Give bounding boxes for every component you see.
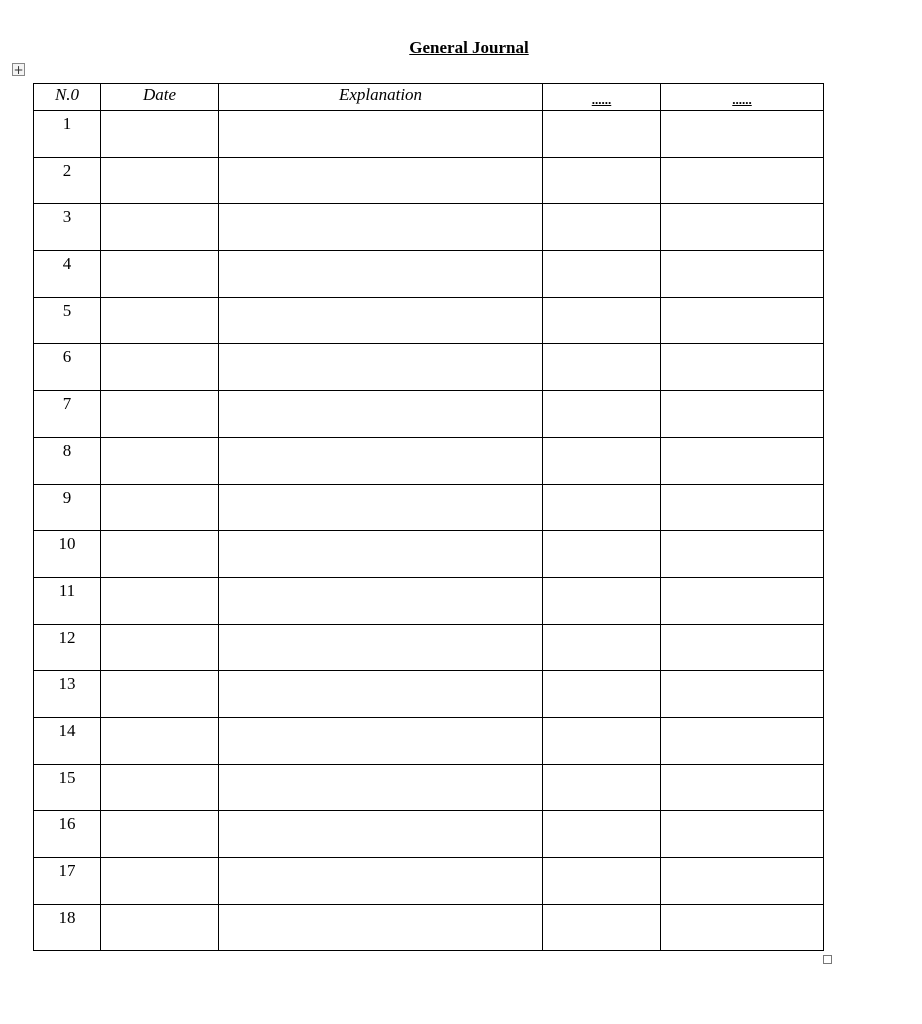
explanation-cell[interactable] (219, 251, 543, 298)
row-number: 12 (34, 624, 101, 671)
explanation-cell[interactable] (219, 577, 543, 624)
date-cell[interactable] (101, 531, 219, 578)
explanation-cell[interactable] (219, 437, 543, 484)
table-row (34, 671, 824, 718)
date-cell[interactable] (101, 391, 219, 438)
table-row (34, 764, 824, 811)
credit-cell[interactable] (661, 111, 824, 158)
debit-cell[interactable] (543, 297, 661, 344)
date-cell[interactable] (101, 671, 219, 718)
date-cell[interactable] (101, 717, 219, 764)
credit-cell[interactable] (661, 671, 824, 718)
table-row (34, 531, 824, 578)
credit-cell[interactable] (661, 297, 824, 344)
header-row (34, 84, 824, 111)
date-cell[interactable] (101, 111, 219, 158)
table-row (34, 297, 824, 344)
credit-cell[interactable] (661, 204, 824, 251)
table-row (34, 624, 824, 671)
explanation-cell[interactable] (219, 624, 543, 671)
table-row (34, 904, 824, 951)
credit-cell[interactable] (661, 811, 824, 858)
row-number: 16 (34, 811, 101, 858)
credit-cell[interactable] (661, 904, 824, 951)
explanation-cell[interactable] (219, 531, 543, 578)
table-row (34, 391, 824, 438)
row-number: 14 (34, 717, 101, 764)
row-number: 18 (34, 904, 101, 951)
debit-cell[interactable] (543, 624, 661, 671)
debit-cell[interactable] (543, 531, 661, 578)
header-explanation: Explanation (219, 84, 543, 111)
explanation-cell[interactable] (219, 157, 543, 204)
header-credit-placeholder: ...... (661, 84, 824, 111)
debit-cell[interactable] (543, 764, 661, 811)
table-row (34, 157, 824, 204)
table-row (34, 577, 824, 624)
row-number: 1 (34, 111, 101, 158)
row-number: 11 (34, 577, 101, 624)
row-number: 2 (34, 157, 101, 204)
debit-cell[interactable] (543, 858, 661, 905)
row-number: 15 (34, 764, 101, 811)
credit-cell[interactable] (661, 717, 824, 764)
table-row (34, 204, 824, 251)
debit-cell[interactable] (543, 437, 661, 484)
row-number: 7 (34, 391, 101, 438)
date-cell[interactable] (101, 858, 219, 905)
table-row (34, 484, 824, 531)
table-row (34, 251, 824, 298)
date-cell[interactable] (101, 624, 219, 671)
header-date: Date (101, 84, 219, 111)
credit-cell[interactable] (661, 764, 824, 811)
date-cell[interactable] (101, 437, 219, 484)
row-number: 4 (34, 251, 101, 298)
credit-cell[interactable] (661, 858, 824, 905)
date-cell[interactable] (101, 764, 219, 811)
row-number: 3 (34, 204, 101, 251)
row-number: 8 (34, 437, 101, 484)
table-row (34, 858, 824, 905)
table-row (34, 111, 824, 158)
credit-cell[interactable] (661, 531, 824, 578)
explanation-cell[interactable] (219, 764, 543, 811)
journal-table (33, 83, 824, 951)
date-cell[interactable] (101, 251, 219, 298)
table-resize-handle[interactable] (823, 955, 832, 964)
row-number: 13 (34, 671, 101, 718)
explanation-cell[interactable] (219, 671, 543, 718)
row-number: 17 (34, 858, 101, 905)
row-number: 10 (34, 531, 101, 578)
explanation-cell[interactable] (219, 297, 543, 344)
table-row (34, 437, 824, 484)
header-debit-placeholder: ...... (543, 84, 661, 111)
date-cell[interactable] (101, 811, 219, 858)
explanation-cell[interactable] (219, 391, 543, 438)
row-number: 5 (34, 297, 101, 344)
debit-cell[interactable] (543, 391, 661, 438)
debit-cell[interactable] (543, 344, 661, 391)
date-cell[interactable] (101, 484, 219, 531)
date-cell[interactable] (101, 904, 219, 951)
credit-cell[interactable] (661, 391, 824, 438)
debit-cell[interactable] (543, 484, 661, 531)
explanation-cell[interactable] (219, 811, 543, 858)
credit-cell[interactable] (661, 157, 824, 204)
credit-cell[interactable] (661, 577, 824, 624)
debit-cell[interactable] (543, 671, 661, 718)
explanation-cell[interactable] (219, 344, 543, 391)
debit-cell[interactable] (543, 111, 661, 158)
date-cell[interactable] (101, 344, 219, 391)
debit-cell[interactable] (543, 204, 661, 251)
explanation-cell[interactable] (219, 717, 543, 764)
credit-cell[interactable] (661, 344, 824, 391)
debit-cell[interactable] (543, 717, 661, 764)
date-cell[interactable] (101, 157, 219, 204)
debit-cell[interactable] (543, 251, 661, 298)
table-row (34, 811, 824, 858)
credit-cell[interactable] (661, 624, 824, 671)
date-cell[interactable] (101, 204, 219, 251)
explanation-cell[interactable] (219, 904, 543, 951)
table-move-handle-icon[interactable]: + (13, 63, 24, 77)
explanation-cell[interactable] (219, 204, 543, 251)
debit-cell[interactable] (543, 157, 661, 204)
document-title: General Journal (409, 38, 529, 57)
debit-cell[interactable] (543, 904, 661, 951)
debit-cell[interactable] (543, 811, 661, 858)
row-number: 9 (34, 484, 101, 531)
header-number: N.0 (34, 84, 101, 111)
table-row (34, 344, 824, 391)
credit-cell[interactable] (661, 437, 824, 484)
explanation-cell[interactable] (219, 858, 543, 905)
debit-cell[interactable] (543, 577, 661, 624)
date-cell[interactable] (101, 577, 219, 624)
table-row (34, 717, 824, 764)
credit-cell[interactable] (661, 484, 824, 531)
explanation-cell[interactable] (219, 111, 543, 158)
row-number: 6 (34, 344, 101, 391)
explanation-cell[interactable] (219, 484, 543, 531)
credit-cell[interactable] (661, 251, 824, 298)
date-cell[interactable] (101, 297, 219, 344)
